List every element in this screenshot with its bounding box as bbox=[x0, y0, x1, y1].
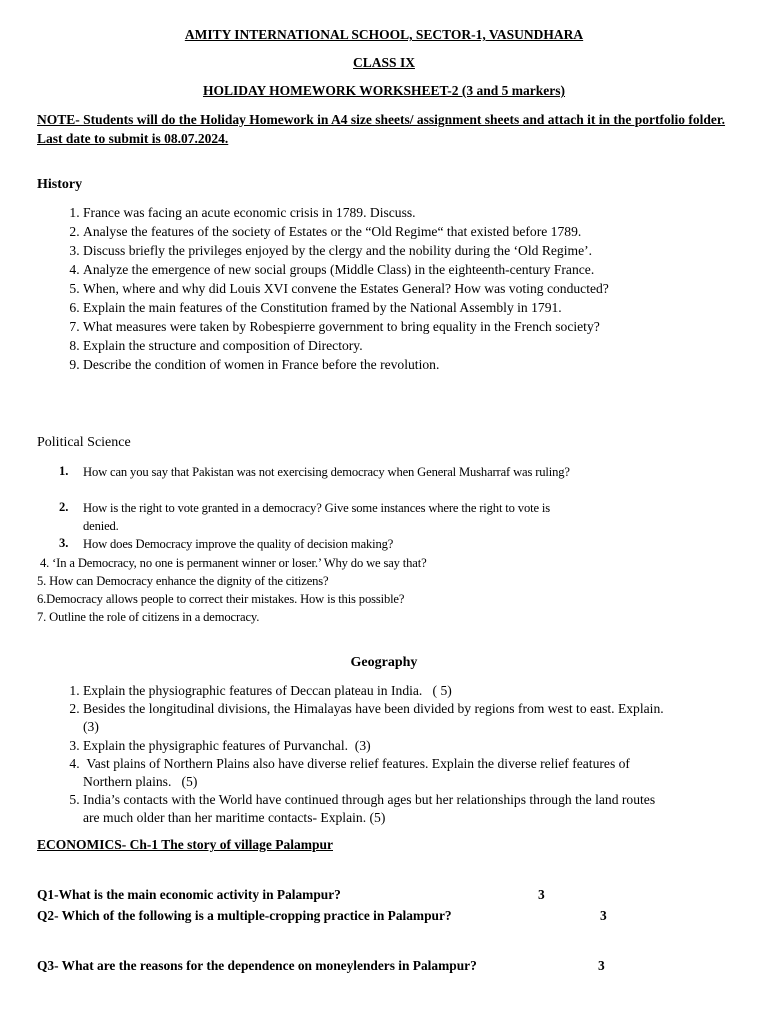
geography-list bbox=[37, 682, 727, 828]
class-title: CLASS IX bbox=[353, 55, 415, 70]
list-item: 4. Vast plains of Northern Plains also have diverse relief features. Explain the diverse relief features of Northern plains. (5) bbox=[83, 755, 653, 791]
marks-value: 3 bbox=[538, 887, 545, 902]
list-item: 3. Explain the physigraphic features of Purvanchal. (3) bbox=[83, 737, 727, 755]
ps-question: 5. How can Democracy enhance the dignity of the citizens? bbox=[37, 574, 329, 588]
list-item: 6. Explain the main features of the Constitution framed by the National Assembly in 1791. bbox=[83, 298, 727, 317]
list-item: 3. Discuss briefly the privileges enjoyed by the clergy and the nobility during the ‘Old Regime’. bbox=[83, 241, 727, 260]
history-heading: History bbox=[37, 177, 83, 192]
economics-heading: ECONOMICS- Ch-1 The story of village Palampur bbox=[37, 837, 333, 852]
ps-question: 7. Outline the role of citizens in a democracy. bbox=[37, 610, 260, 624]
list-item: 5. When, where and why did Louis XVI convene the Estates General? How was voting conducted? bbox=[83, 279, 623, 298]
list-item: 2. Besides the longitudinal divisions, the Himalayas have been divided by regions from west to east. Explain. (3) bbox=[83, 700, 673, 736]
list-item: 1. Explain the physiographic features of Deccan plateau in India. ( 5) bbox=[83, 682, 727, 700]
history-list bbox=[37, 203, 727, 374]
economics-question: Q3- What are the reasons for the dependence on moneylenders in Palampur? bbox=[37, 958, 477, 973]
economics-question: Q2- Which of the following is a multiple-cropping practice in Palampur? bbox=[37, 908, 452, 923]
list-item: 1. France was facing an acute economic crisis in 1789. Discuss. bbox=[83, 203, 727, 222]
list-item: 7. What measures were taken by Robespierre government to bring equality in the French society? bbox=[83, 317, 727, 336]
ps-question: 6.Democracy allows people to correct their mistakes. How is this possible? bbox=[37, 592, 405, 606]
ps-number: 3. bbox=[59, 536, 69, 550]
ps-question: How can you say that Pakistan was not exercising democracy when General Musharraf was ruling? bbox=[83, 465, 570, 479]
list-item: 9. Describe the condition of women in France before the revolution. bbox=[83, 355, 727, 374]
geography-heading: Geography bbox=[350, 655, 418, 670]
list-item: 8. Explain the structure and composition of Directory. bbox=[83, 336, 727, 355]
marks-value: 3 bbox=[600, 908, 607, 923]
ps-question: How does Democracy improve the quality of decision making? bbox=[83, 537, 394, 551]
ps-number: 1. bbox=[59, 464, 69, 478]
school-title: AMITY INTERNATIONAL SCHOOL, SECTOR-1, VASUNDHARA bbox=[184, 27, 584, 42]
ps-question: 4. ‘In a Democracy, no one is permanent winner or loser.’ Why do we say that? bbox=[37, 556, 427, 570]
marks-value: 3 bbox=[598, 958, 605, 973]
ps-number: 2. bbox=[59, 500, 69, 514]
note-text: NOTE- Students will do the Holiday Homework in A4 size sheets/ assignment sheets and attach it in the portfolio folder. Last date to submit is 08.07.2024. bbox=[37, 112, 726, 146]
political-science-heading: Political Science bbox=[37, 435, 131, 450]
economics-question: Q1-What is the main economic activity in Palampur? bbox=[37, 887, 341, 902]
list-item: 2. Analyse the features of the society of Estates or the “Old Regime“ that existed before 1789. bbox=[83, 222, 727, 241]
worksheet-title: HOLIDAY HOMEWORK WORKSHEET-2 (3 and 5 markers) bbox=[202, 83, 566, 98]
ps-question: How is the right to vote granted in a democracy? Give some instances where the right to vote is denied. bbox=[83, 501, 550, 534]
list-item: 5. India’s contacts with the World have continued through ages but her relationships through the land routes are much older than her maritime contacts- Explain. (5) bbox=[83, 791, 673, 827]
list-item: 4. Analyze the emergence of new social groups (Middle Class) in the eighteenth-century France. bbox=[83, 260, 727, 279]
